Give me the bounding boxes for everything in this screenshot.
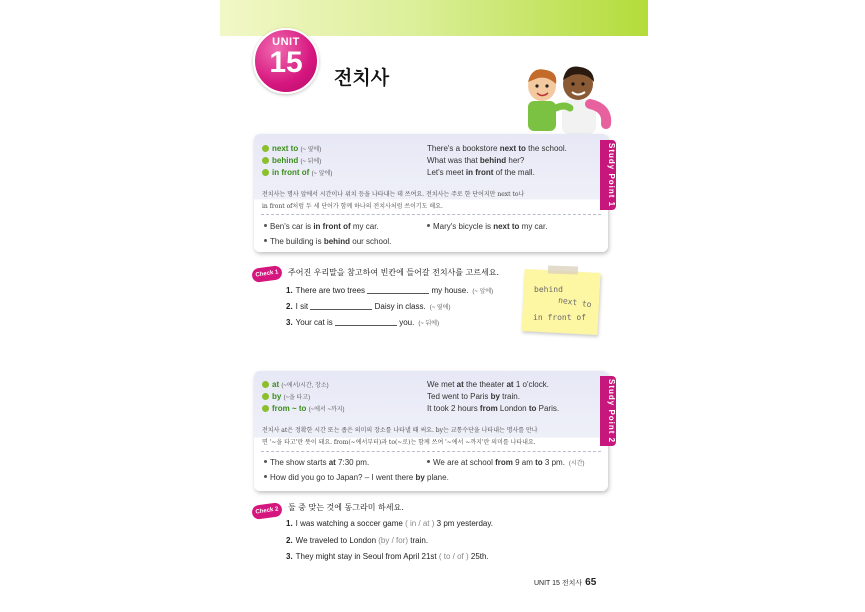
divider	[261, 451, 601, 452]
usage-example: How did you go to Japan? – I went there by plane.	[264, 473, 449, 482]
usage-example: Ben's car is in front of my car.	[264, 222, 379, 231]
unit-word: UNIT	[272, 36, 300, 48]
exercise-instruction: 주어진 우리말을 참고하여 빈칸에 들어갈 전치사를 고르세요.	[288, 268, 499, 277]
unit-badge	[253, 28, 319, 94]
choice-options[interactable]: ( to / of )	[438, 552, 469, 561]
usage-example: The building is behind our school.	[264, 237, 391, 246]
usage-example: We are at school from 9 am to 3 pm. (시간)	[427, 458, 585, 467]
explanation-line: 면 '~을 타고'란 뜻이 돼요. from(~에서부터)과 to(~로)는 함께 쓰여 '~에서 ~까지'란 의미를 나타내요.	[262, 439, 536, 446]
example-sentence: What was that behind her?	[427, 156, 525, 165]
usage-example: Mary's bicycle is next to my car.	[427, 222, 547, 231]
bullet-icon	[262, 393, 269, 400]
bullet-icon	[262, 405, 269, 412]
grammar-item: next to (~ 옆에)	[262, 144, 321, 153]
word-bank-item: in front of	[533, 313, 586, 322]
explanation-line: 전치사 at은 정확한 시간 또는 좁은 의미의 장소를 나타낼 때 써요. by는 교통수단을 나타내는 명사를 만나	[262, 427, 538, 434]
explanation-line: 전치사는 명사 앞에서 시간이나 위치 등을 나타내는 데 쓰여요. 전치사는 주로 한 단어지만 next to나	[262, 191, 525, 198]
grammar-item: behind (~ 뒤에)	[262, 156, 321, 165]
exercise-question: 1. There are two trees my house. (~ 앞에)	[286, 286, 494, 295]
page-number: 65	[585, 577, 597, 588]
check-badge: Check 2	[251, 502, 283, 520]
divider	[261, 214, 601, 215]
word-bank-item: next to	[557, 295, 593, 310]
exercise-question: 3. Your cat is you. (~ 뒤에)	[286, 318, 440, 327]
kids-illustration	[512, 64, 612, 142]
example-sentence: There's a bookstore next to the school.	[427, 144, 567, 153]
bullet-icon	[262, 157, 269, 164]
example-sentence: Let's meet in front of the mall.	[427, 168, 535, 177]
choice-options[interactable]: (by / for)	[378, 536, 409, 545]
explanation-line: in front of처럼 두 세 단어가 함께 하나의 전치사처럼 쓰이기도 해요.	[262, 203, 443, 210]
bullet-icon	[262, 145, 269, 152]
exercise-instruction: 둘 중 맞는 것에 동그라미 하세요.	[288, 503, 404, 512]
grammar-item: in front of (~ 앞에)	[262, 168, 332, 177]
check-badge: Check 1	[251, 265, 283, 283]
answer-blank[interactable]	[335, 325, 397, 326]
example-sentence: It took 2 hours from London to Paris.	[427, 404, 560, 413]
usage-example: The show starts at 7:30 pm.	[264, 458, 369, 467]
answer-blank[interactable]	[367, 293, 429, 294]
unit-number: 15	[269, 46, 303, 79]
page-title: 전치사	[334, 67, 390, 89]
grammar-item: from ~ to (~에서 ~까지)	[262, 404, 345, 413]
study-point-1-tab: Study Point 1	[600, 140, 616, 210]
word-bank-item: behind	[534, 285, 563, 294]
page-footer	[534, 577, 596, 588]
exercise-question: 2. We traveled to London (by / for) train.	[286, 536, 429, 545]
bullet-icon	[262, 381, 269, 388]
example-sentence: We met at the theater at 1 o'clock.	[427, 380, 549, 389]
choice-options[interactable]: ( in / at )	[405, 519, 435, 528]
grammar-item: at (~에서/시간, 장소)	[262, 380, 329, 389]
tape	[548, 265, 578, 274]
bullet-icon	[262, 169, 269, 176]
footer-label: UNIT 15 전치사	[534, 580, 583, 587]
exercise-question: 1. I was watching a soccer game ( in / at ) 3 pm yesterday.	[286, 519, 493, 528]
exercise-question: 2. I sit Daisy in class. (~ 옆에)	[286, 302, 451, 311]
exercise-question: 3. They might stay in Seoul from April 21st ( to / of ) 25th.	[286, 552, 489, 561]
grammar-item: by (~을 타고)	[262, 392, 310, 401]
example-sentence: Ted went to Paris by train.	[427, 392, 520, 401]
answer-blank[interactable]	[310, 309, 372, 310]
study-point-2-tab: Study Point 2	[600, 376, 616, 446]
